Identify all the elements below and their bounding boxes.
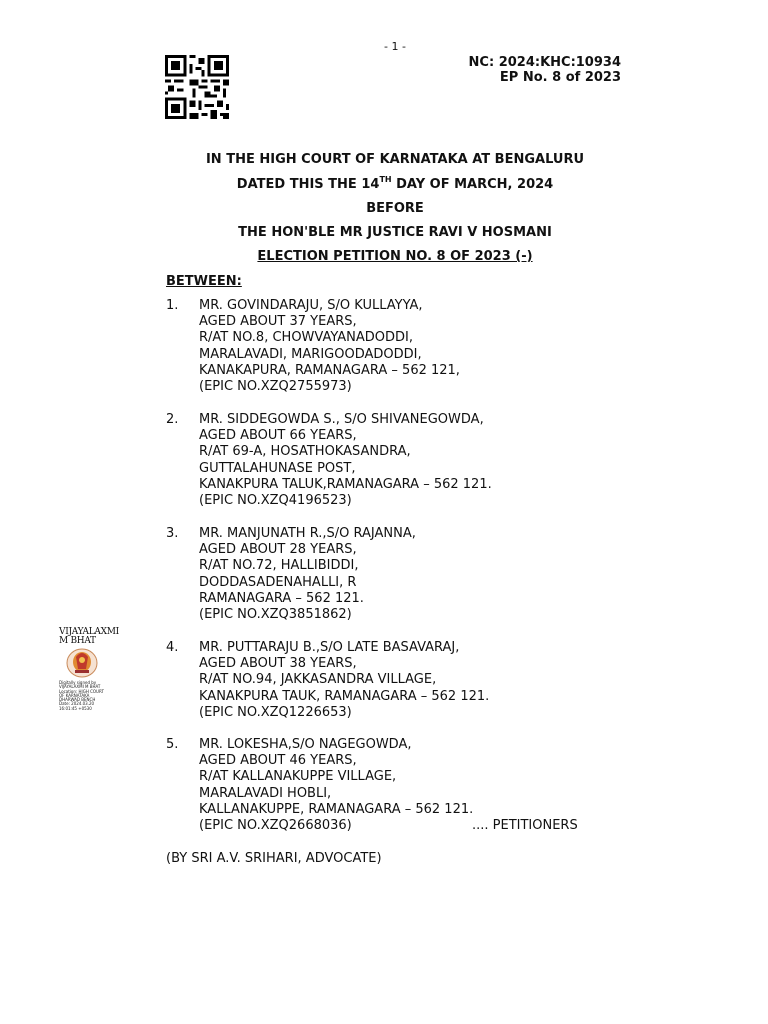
petitioners-label: .... PETITIONERS (472, 818, 578, 833)
before-label: BEFORE (366, 201, 424, 216)
petitioner-line: R/AT NO.94, JAKKASANDRA VILLAGE, (199, 672, 437, 688)
between-label: BETWEEN: (166, 274, 242, 289)
petitioner-details (199, 737, 473, 834)
petitioner-number: 3. (166, 526, 179, 541)
petitioner-line: KANAKPURA TAUK, RAMANAGARA – 562 121. (199, 688, 490, 704)
petitioner-details (199, 526, 416, 623)
petition-title: ELECTION PETITION NO. 8 OF 2023 (-) (257, 249, 533, 264)
petitioner-line: AGED ABOUT 38 YEARS, (199, 656, 357, 672)
petitioner-line: AGED ABOUT 46 YEARS, (199, 753, 357, 769)
petitioner-line: R/AT KALLANAKUPPE VILLAGE, (199, 769, 397, 785)
petitioner-line: KALLANAKUPPE, RAMANAGARA – 562 121. (199, 801, 474, 817)
qr-code (165, 55, 229, 119)
karnataka-seal-icon (65, 647, 99, 679)
petitioner-line: (EPIC NO.XZQ3851862) (199, 607, 352, 623)
petitioner-number: 1. (166, 298, 179, 313)
petitioner-line: (EPIC NO.XZQ2755973) (199, 379, 352, 395)
petitioner-details (199, 412, 492, 509)
signature-details (59, 681, 129, 711)
signature-detail: Digitally signed by (59, 680, 97, 685)
judge-name: THE HON'BLE MR JUSTICE RAVI V HOSMANI (238, 225, 552, 240)
petitioner-line: MR. PUTTARAJU B.,S/O LATE BASAVARAJ, (199, 640, 460, 655)
petitioner-line: AGED ABOUT 66 YEARS, (199, 428, 357, 444)
signature-detail: Date: 2024.03.20 (59, 701, 95, 707)
page-number: - 1 - (384, 40, 406, 53)
signature-detail: DHARWAD BENCH (59, 697, 96, 703)
petitioner-line: MR. MANJUNATH R.,S/O RAJANNA, (199, 526, 416, 541)
petitioner-line: R/AT 69-A, HOSATHOKASANDRA, (199, 444, 411, 460)
petitioner-line: KANAKPURA TALUK,RAMANAGARA – 562 121. (199, 476, 492, 492)
petitioner-line: RAMANAGARA – 562 121. (199, 590, 364, 606)
petitioner-number: 4. (166, 640, 179, 655)
neutral-citation: NC: 2024:KHC:10934 (468, 55, 621, 70)
signature-detail: VIJAYALAXMI M BHAT (59, 684, 101, 690)
court-name: IN THE HIGH COURT OF KARNATAKA AT BENGALURU (205, 152, 585, 167)
petitioner-line: MR. SIDDEGOWDA S., S/O SHIVANEGOWDA, (199, 412, 484, 427)
petitioner-details (199, 298, 460, 395)
advocate-line: (BY SRI A.V. SRIHARI, ADVOCATE) (166, 851, 382, 866)
petitioner-line: MARALAVADI HOBLI, (199, 785, 332, 801)
petitioner-line: R/AT NO.72, HALLIBIDDI, (199, 558, 359, 574)
petitioner-details (199, 640, 489, 721)
petitioner-line: AGED ABOUT 28 YEARS, (199, 542, 357, 558)
petitioner-line: GUTTALAHUNASE POST, (199, 460, 356, 476)
petitioner-line: DODDASADENAHALLI, R (199, 574, 357, 590)
signer-name: VIJAYALAXMI M BHAT (59, 627, 119, 646)
dated-line: DATED THIS THE 14TH DAY OF MARCH, 2024 (236, 175, 554, 192)
petitioner-line: R/AT NO.8, CHOWVAYANADODDI, (199, 330, 414, 346)
signature-detail: Location: HIGH COURT (59, 688, 104, 694)
petitioner-line: MARALAVADI, MARIGOODADODDI, (199, 346, 422, 362)
signature-detail: OF KARNATAKA (59, 692, 90, 698)
digital-signature (59, 628, 129, 711)
petitioner-line: (EPIC NO.XZQ4196523) (199, 493, 352, 509)
signature-detail: 16:01:45 +0530 (59, 705, 92, 711)
petitioner-line: (EPIC NO.XZQ1226653) (199, 704, 352, 720)
petitioner-line: KANAKAPURA, RAMANAGARA – 562 121, (199, 362, 460, 378)
case-number: EP No. 8 of 2023 (499, 70, 621, 85)
petitioner-line: (EPIC NO.XZQ2668036) (199, 818, 352, 834)
petitioner-number: 2. (166, 412, 179, 427)
petitioner-line: MR. LOKESHA,S/O NAGEGOWDA, (199, 737, 412, 752)
petitioner-number: 5. (166, 737, 179, 752)
petitioner-line: MR. GOVINDARAJU, S/O KULLAYYA, (199, 298, 423, 313)
petitioner-line: AGED ABOUT 37 YEARS, (199, 314, 357, 330)
citation-block (469, 55, 621, 85)
